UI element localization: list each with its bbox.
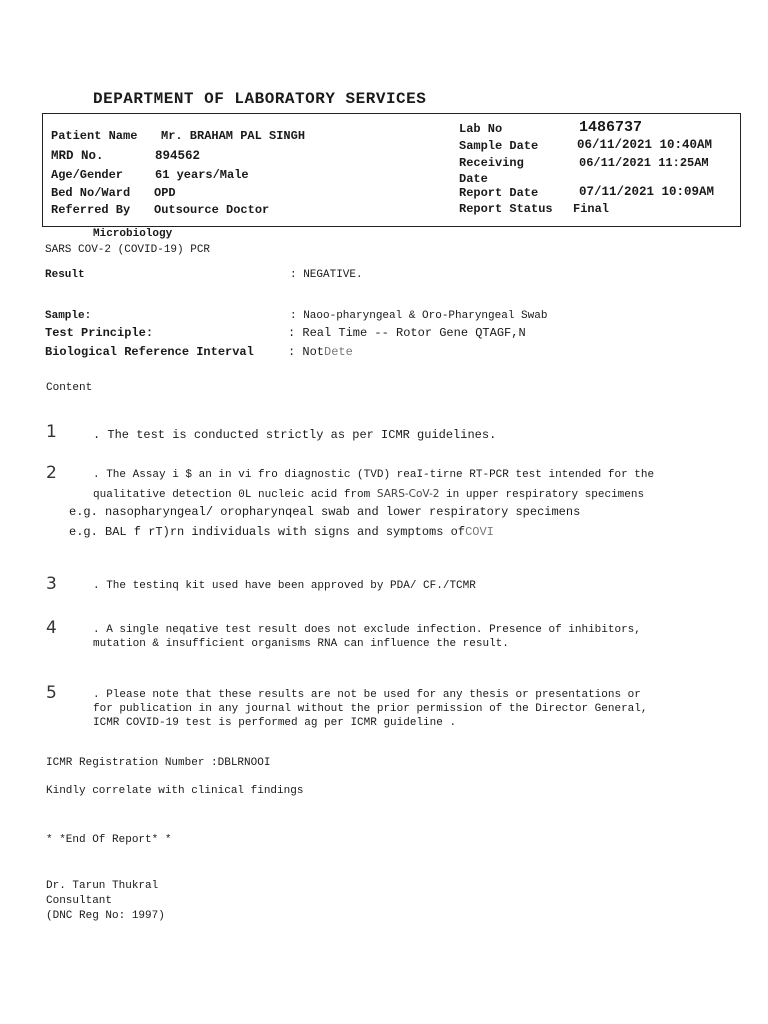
doctor-name: Dr. Tarun Thukral <box>46 880 159 892</box>
report-status-label: Report Status <box>459 202 553 216</box>
reference-interval-value: : NotDete <box>288 345 353 359</box>
item-5-number: 5 <box>46 683 57 703</box>
test-principle-label: Test Principle: <box>45 326 154 340</box>
sample-value: : Naoo-pharyngeal & Oro-Pharyngeal Swab <box>290 310 548 322</box>
content-heading: Content <box>46 382 93 394</box>
item-2-line-2: qualitative detection 0L nucleic acid from SARS-CoV-2 in upper respiratory specimens <box>93 488 645 501</box>
item-3-text: . The testinq kit used have been approved by PDA/ CF./TCMR <box>93 580 476 592</box>
receiving-date-label: Receiving <box>459 156 524 170</box>
referred-by-value: Outsource Doctor <box>154 203 270 217</box>
lab-no-label: Lab No <box>459 122 503 136</box>
item-5-line-2: for publication in any journal without the prior permission of the Director General, <box>93 703 648 715</box>
item-2-line-4: e.g. BAL f rT)rn individuals with signs and symptoms ofCOVI <box>69 525 494 539</box>
item-2-number: 2 <box>46 463 57 483</box>
item-3-number: 3 <box>46 574 57 594</box>
mrd-value: 894562 <box>155 149 201 163</box>
section-heading: Microbiology <box>93 228 173 240</box>
item-2-line-1: . The Assay i $ an in vi fro diagnostic (TVD) reaI-tirne RT-PCR test intended for the <box>93 469 655 481</box>
result-value: : NEGATIVE. <box>290 269 363 281</box>
doctor-registration: (DNC Reg No: 1997) <box>46 910 165 922</box>
result-label: Result <box>45 269 85 281</box>
patient-name-label: Patient Name <box>51 129 138 143</box>
receiving-date-value: 06/11/2021 11:25AM <box>579 156 709 170</box>
item-4-number: 4 <box>46 618 57 638</box>
item-4-line-2: mutation & insufficient organisms RNA can influence the result. <box>93 638 509 650</box>
sample-date-label: Sample Date <box>459 139 539 153</box>
item-5-line-1: . Please note that these results are not be used for any thesis or presentations or <box>93 689 641 701</box>
referred-by-label: Referred By <box>51 203 131 217</box>
sample-date-value: 06/11/2021 10:40AM <box>577 138 713 152</box>
department-title: DEPARTMENT OF LABORATORY SERVICES <box>93 90 427 108</box>
receiving-date-label-2: Date <box>459 172 488 186</box>
age-gender-value: 61 years/Male <box>155 168 249 182</box>
bed-ward-label: Bed No/Ward <box>51 186 131 200</box>
lab-no-value: 1486737 <box>579 119 643 136</box>
item-1-number: 1 <box>46 422 57 442</box>
item-2-line-3: e.g. nasopharyngeal/ oropharynqeal swab and lower respiratory specimens <box>69 505 581 519</box>
report-status-value: Final <box>573 202 610 216</box>
test-name: SARS COV-2 (COVID-19) PCR <box>45 244 211 256</box>
age-gender-label: Age/Gender <box>51 168 124 182</box>
icmr-registration: ICMR Registration Number :DBLRNOOI <box>46 757 271 769</box>
item-1-text: . The test is conducted strictly as per ICMR guidelines. <box>93 428 497 442</box>
report-date-label: Report Date <box>459 186 539 200</box>
end-of-report: * *End Of Report* * <box>46 834 172 846</box>
sample-label: Sample: <box>45 310 92 322</box>
item-5-line-3: ICMR COVID-19 test is performed ag per ICMR guideline . <box>93 717 457 729</box>
test-principle-value: : Real Time -- Rotor Gene QTAGF,N <box>288 326 526 340</box>
report-date-value: 07/11/2021 10:09AM <box>579 185 715 199</box>
patient-name-value: Mr. BRAHAM PAL SINGH <box>161 129 306 143</box>
item-4-line-1: . A single neqative test result does not exclude infection. Presence of inhibitors, <box>93 624 641 636</box>
bed-ward-value: OPD <box>154 186 176 200</box>
correlate-note: Kindly correlate with clinical findings <box>46 785 304 797</box>
doctor-designation: Consultant <box>46 895 113 907</box>
mrd-label: MRD No. <box>51 149 104 163</box>
reference-interval-label: Biological Reference Interval <box>45 345 254 359</box>
